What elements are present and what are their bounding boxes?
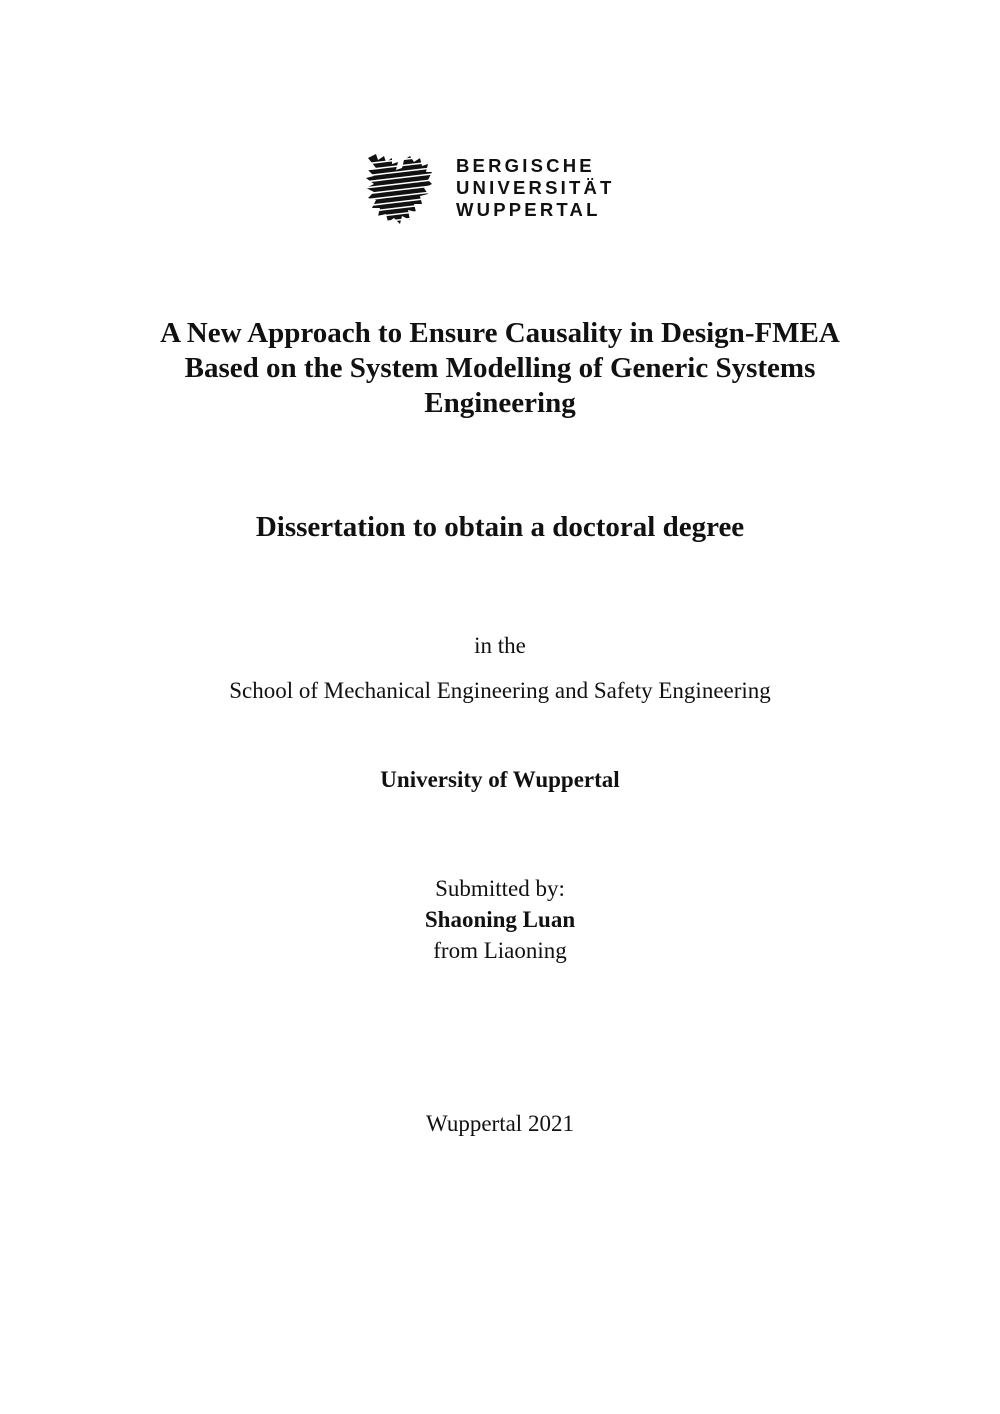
place-and-year: Wuppertal 2021 xyxy=(426,1111,574,1136)
degree-statement: Dissertation to obtain a doctoral degree xyxy=(255,511,745,543)
title-line-3: Engineering xyxy=(424,387,576,419)
affiliation-preposition: in the xyxy=(474,633,526,658)
author-origin: from Liaoning xyxy=(433,938,567,963)
wordmark-line-3: WUPPERTAL xyxy=(456,199,601,220)
submitted-by-label: Submitted by: xyxy=(435,876,565,901)
university-logo xyxy=(362,150,615,226)
wordmark-line-1: BERGISCHE xyxy=(456,155,595,176)
heraldic-lion-icon xyxy=(362,150,434,226)
title-line-1: A New Approach to Ensure Causality in Design-FMEA xyxy=(160,317,840,349)
author-name: Shaoning Luan xyxy=(424,907,576,932)
title-line-2: Based on the System Modelling of Generic Systems xyxy=(184,352,816,384)
university-name: University of Wuppertal xyxy=(380,767,620,792)
submission-block xyxy=(0,873,1000,966)
university-wordmark xyxy=(456,155,615,221)
school-name: School of Mechanical Engineering and Safety Engineering xyxy=(229,678,771,703)
wordmark-line-2: UNIVERSITÄT xyxy=(456,177,615,198)
thesis-title xyxy=(0,316,1000,421)
